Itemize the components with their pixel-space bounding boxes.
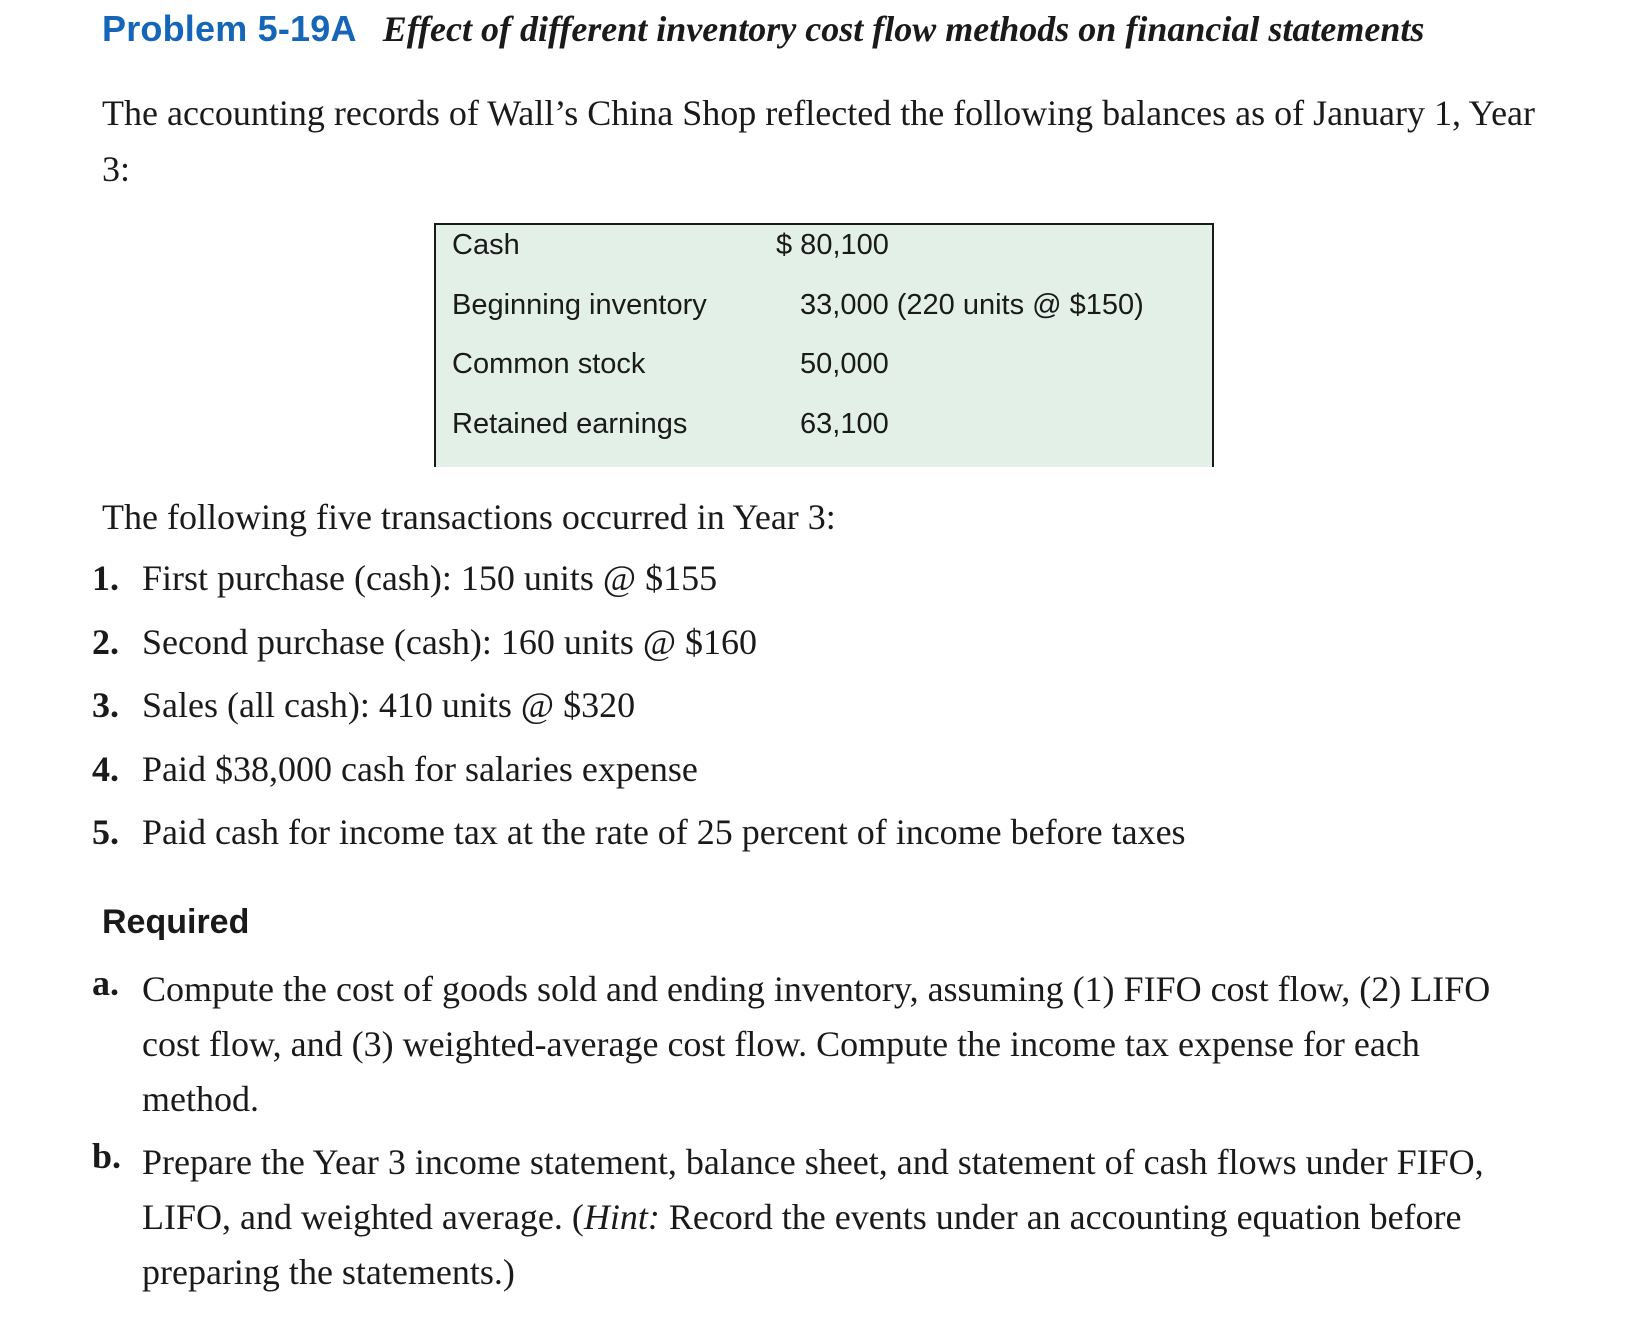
transaction-item [92,811,1492,861]
required-heading: Required [102,903,250,941]
transaction-number: 3. [92,685,119,725]
transaction-item [92,684,1492,734]
transactions-intro: The following five transactions occurred in Year 3: [102,497,836,537]
requirement-text-part: Record the events under an accounting equation before preparing the statements.) [142,1197,1462,1292]
balance-value: $ 80,100 [776,229,889,261]
requirement-letter: b. [92,1136,122,1176]
transaction-text: Sales (all cash): 410 units @ $320 [142,685,636,725]
requirement-text-part: Prepare the Year 3 income statement, balance sheet, and statement of cash flows under FIFO, LIFO, and weighted average. ( [142,1142,1484,1237]
balance-value: 33,000 (220 units @ $150) [800,289,1144,321]
transaction-text: Paid $38,000 cash for salaries expense [142,749,698,789]
balance-label: Retained earnings [452,408,688,440]
balance-row-cash [436,229,1212,269]
transaction-number: 5. [92,812,119,852]
balance-label: Cash [452,229,520,261]
problem-title: Effect of different inventory cost flow methods on financial statements [382,9,1425,49]
transaction-item [92,557,1492,607]
requirement-letter: a. [92,963,119,1003]
transaction-number: 1. [92,558,119,598]
requirement-text: Compute the cost of goods sold and ending inventory, assuming (1) FIFO cost flow, (2) LIFO cost flow, and (3) weighted-average cost flow. Compute the income tax expense for each method. [142,969,1491,1119]
balance-label: Beginning inventory [452,289,707,321]
balance-value: 63,100 [800,408,889,440]
requirement-text [142,1135,1532,1300]
balance-row-retained-earnings [436,408,1212,448]
problem-heading [102,8,1602,50]
transaction-text: Paid cash for income tax at the rate of 25 percent of income before taxes [142,812,1186,852]
opening-balances-table [434,223,1214,467]
balance-row-common-stock [436,348,1212,388]
transaction-text: Second purchase (cash): 160 units @ $160 [142,622,758,662]
intro-paragraph: The accounting records of Wall’s China Shop reflected the following balances as of January 1, Year 3: [102,93,1536,189]
transaction-number: 4. [92,749,119,789]
transaction-text: First purchase (cash): 150 units @ $155 [142,558,718,598]
transaction-item [92,621,1492,671]
balance-value: 50,000 [800,348,889,380]
problem-number: Problem 5-19A [102,8,357,49]
balance-row-beginning-inventory [436,289,1212,329]
hint-label: Hint: [583,1197,660,1237]
transaction-number: 2. [92,622,119,662]
balance-label: Common stock [452,348,646,380]
transaction-item [92,748,1492,798]
